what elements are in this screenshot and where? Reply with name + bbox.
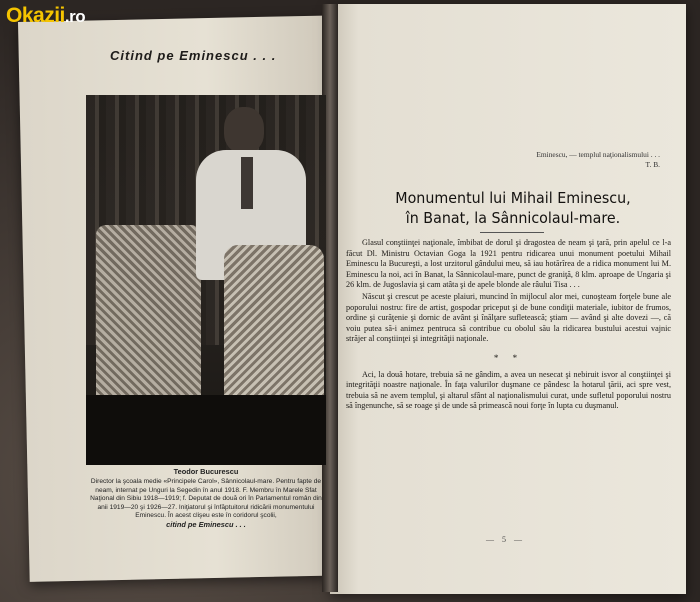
photo-wicker-chair [96,225,201,395]
paragraph-3: Aci, la două hotare, trebuia să ne gândim, a avea un nesecat şi nebiruit isvor al conştiinţei şi integrităţii noastre naţionale. În faţa valurilor duşmane ce pândesc la hotarul ţării, aci spre vest, trebuia să ne avem templul, şi altarul sfânt al naţionalismului curat, unde sufletul poporului nostru să îngenunche, să se roage şi de unde să primească noui forţe în lupta cu duşmanul. [346,369,671,411]
photo-floor [86,395,326,465]
article-title-line2: în Banat, la Sânnicolaul-mare. [405,209,621,227]
photo-caption [86,468,326,530]
article-title [365,188,661,228]
caption-name: Teodor Bucurescu [173,467,239,476]
left-page-heading: Citind pe Eminescu . . . [110,48,277,63]
title-rule [480,232,544,233]
watermark-domain: .ro [64,7,86,26]
epigraph-signature: T. B. [645,160,660,169]
paragraph-2: Născut şi crescut pe aceste plaiuri, muncind în mijlocul alor mei, cunoşteam forţele bune ale poporului nostru: fire de artist, gospodar priceput şi de bune condiţii materiale, iubitor de frumos, ordine şi curăţenie şi dornic de avânt şi înălţare sufletească; ştiam — având şi alte dovezi —, că voiu putea să-i animez pentruca să contribue cu obolul său la ridicarea bustului acestui vajnic străjer al conştiinţei şi integrităţii naţionale. [346,291,671,344]
epigraph-text: Eminescu, — templul naţionalismului . . . [536,150,660,159]
epigraph [460,150,660,170]
caption-text: Director la şcoala medie «Principele Carol», Sânnicolaul-mare. Pentru fapte de neam, internat pe Unguri la Segedin în anul 1918. F. Membru în Marele Sfat Naţional din Sibiu 1918—1919; f. Deputat de două ori în Parlamentul român din anii 1919—20 şi 1926—27. Iniţiatorul şi înfăptuitorul ridicării monumentului Eminescu. În acest clişeu este în coridorul şcolii, [90,478,322,520]
section-separator: * * [493,352,524,363]
photo-man-head [224,107,264,153]
article-body [346,238,671,413]
watermark-logo [6,4,85,28]
paragraph-1: Glasul conştiinţei naţionale, îmbibat de dorul şi dragostea de neam şi ţară, prin apelul ce l-a făcut Dl. Ministru Octavian Goga la 1921 pentru ridicarea unui monument poetului Mihail Eminescu la Bucureşti, a lost urzitorul gândului meu, să iau hotărîrea de a ridica monument lui M. Eminescu la noi, aci în Banat, la Sânnicolaul-mare, punct de graniţă, 8 klm. aproape de Ungaria şi 26 klm. de Jugoslavia şi cam atâta şi de apele blonde ale râului Tisa . . . [346,238,671,290]
portrait-photo [86,95,326,465]
page-number: — 5 — [486,535,525,544]
watermark-brand: Okazii [6,4,65,27]
article-title-line1: Monumentul lui Mihail Eminescu, [395,189,631,207]
photo-man-tie [241,157,253,209]
caption-signature: citind pe Eminescu . . . [166,520,246,530]
